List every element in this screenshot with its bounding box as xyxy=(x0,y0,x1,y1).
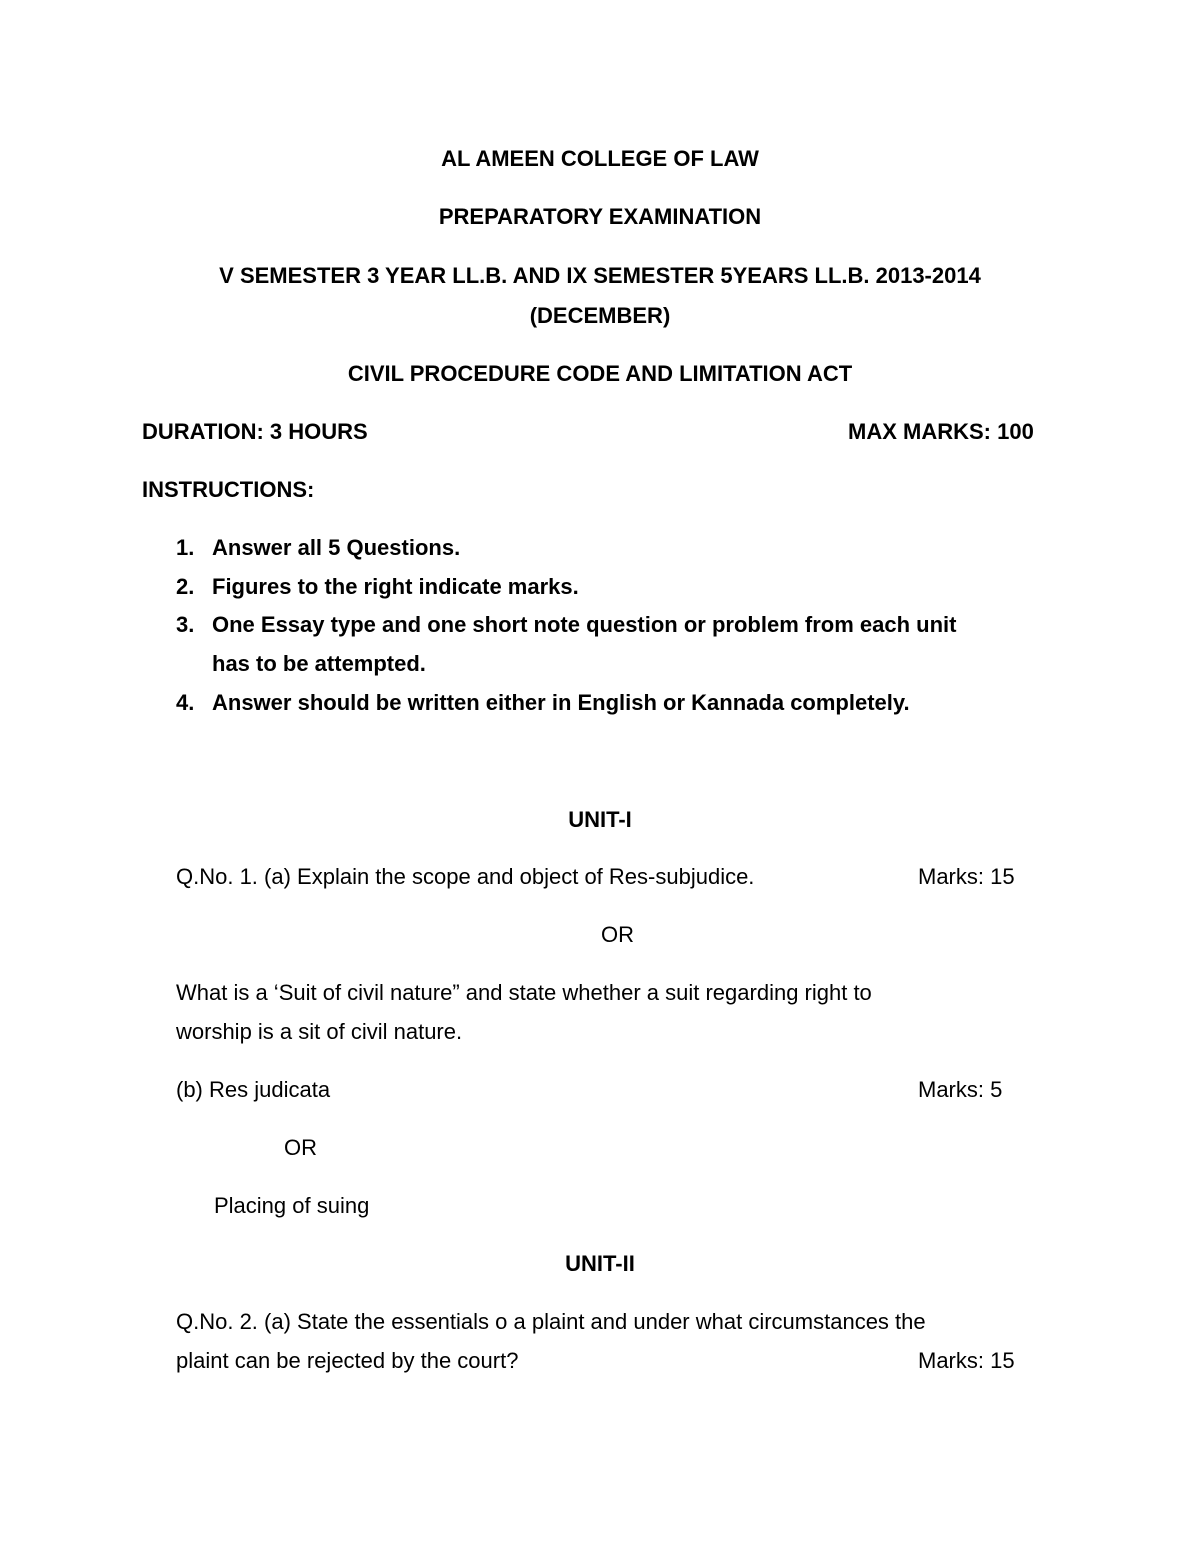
question-1b-marks: Marks: 5 xyxy=(918,1077,1003,1102)
question-1a-marks: Marks: 15 xyxy=(918,864,1015,889)
instruction-number: 1. xyxy=(176,535,195,560)
instruction-number: 3. xyxy=(176,612,195,637)
unit-2-heading: UNIT-II xyxy=(565,1251,635,1276)
instruction-number: 2. xyxy=(176,574,195,599)
question-2a-continued: plaint can be rejected by the court? xyxy=(176,1348,519,1373)
or-separator: OR xyxy=(601,922,634,947)
question-1a-alternative: What is a ‘Suit of civil nature” and state whether a suit regarding right to xyxy=(176,980,872,1005)
instructions-heading: INSTRUCTIONS: xyxy=(142,477,315,502)
question-2a-marks: Marks: 15 xyxy=(918,1348,1015,1373)
unit-1-heading: UNIT-I xyxy=(568,807,632,832)
instruction-text: One Essay type and one short note question or problem from each unit xyxy=(212,612,957,637)
semester-line: V SEMESTER 3 YEAR LL.B. AND IX SEMESTER 5YEARS LL.B. 2013-2014 xyxy=(219,263,981,288)
subject-title: CIVIL PROCEDURE CODE AND LIMITATION ACT xyxy=(347,361,853,386)
or-separator: OR xyxy=(284,1135,317,1160)
question-1a-alternative-continued: worship is a sit of civil nature. xyxy=(176,1019,463,1044)
max-marks: MAX MARKS: 100 xyxy=(848,419,1034,444)
instruction-number: 4. xyxy=(176,690,195,715)
question-1b-alternative: Placing of suing xyxy=(214,1193,370,1218)
question-2a: Q.No. 2. (a) State the essentials o a plaint and under what circumstances the xyxy=(176,1309,926,1334)
question-1b: (b) Res judicata xyxy=(176,1077,331,1102)
instruction-text: Figures to the right indicate marks. xyxy=(212,574,579,599)
question-1a: Q.No. 1. (a) Explain the scope and object of Res-subjudice. xyxy=(176,864,755,889)
exam-title: PREPARATORY EXAMINATION xyxy=(438,204,762,229)
instruction-text-continued: has to be attempted. xyxy=(212,651,426,676)
college-name: AL AMEEN COLLEGE OF LAW xyxy=(441,146,759,171)
exam-month: (DECEMBER) xyxy=(529,303,671,328)
instruction-text: Answer should be written either in English or Kannada completely. xyxy=(212,690,910,715)
instruction-text: Answer all 5 Questions. xyxy=(212,535,461,560)
duration: DURATION: 3 HOURS xyxy=(142,419,368,444)
